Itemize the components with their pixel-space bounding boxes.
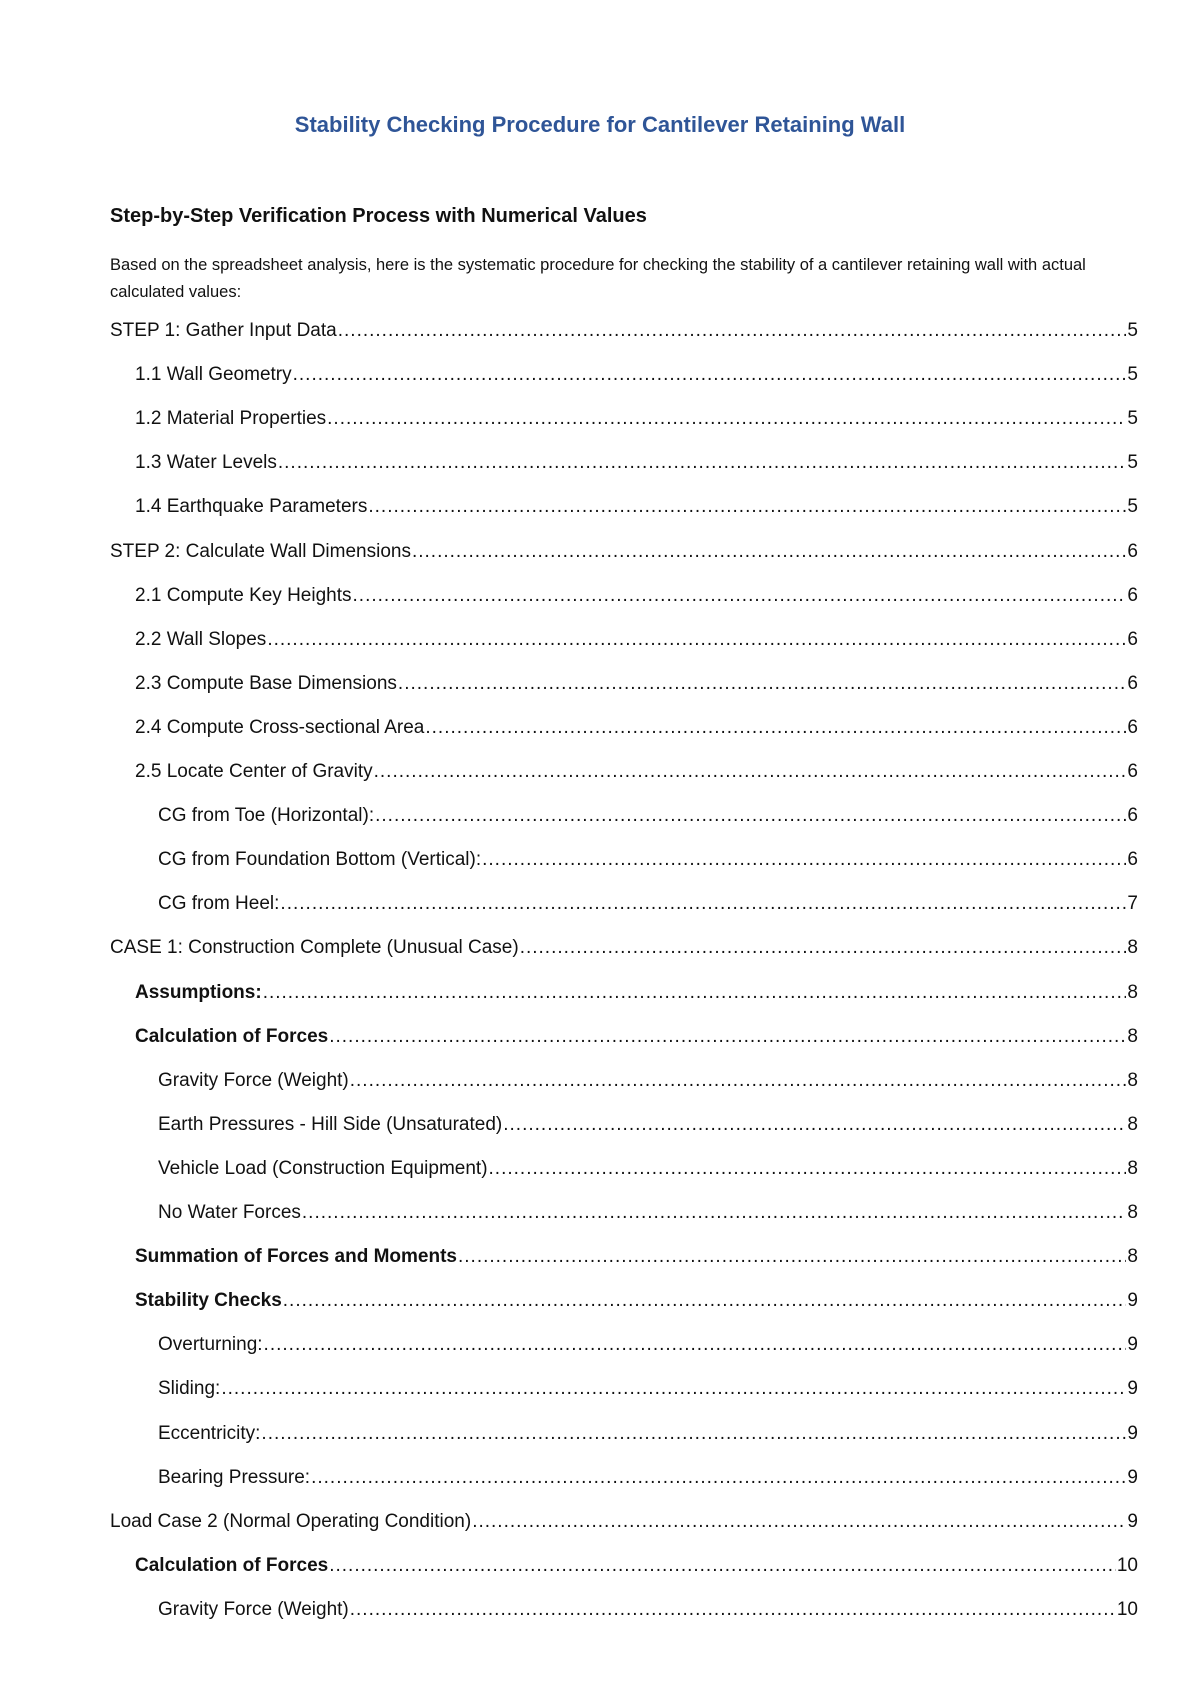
- toc-entry-label: 1.3 Water Levels: [135, 452, 277, 473]
- toc-entry[interactable]: [158, 1378, 1138, 1408]
- toc-entry[interactable]: [158, 1202, 1138, 1232]
- toc-entry-label: CG from Foundation Bottom (Vertical):: [158, 849, 482, 870]
- toc-dot-leader: [398, 673, 1127, 695]
- toc-entry-page-number: 6: [1127, 717, 1138, 738]
- toc-entry-label: Stability Checks: [135, 1290, 282, 1311]
- toc-entry-label: CG from Toe (Horizontal):: [158, 805, 375, 826]
- section-heading: Step-by-Step Verification Process with Numerical Values: [110, 205, 647, 227]
- toc-entry-page-number: 9: [1127, 1290, 1138, 1311]
- toc-entry-label: CASE 1: Construction Complete (Unusual Case): [110, 937, 519, 958]
- toc-dot-leader: [350, 1599, 1116, 1621]
- toc-entry[interactable]: [135, 452, 1138, 482]
- toc-dot-leader: [311, 1467, 1126, 1489]
- toc-entry-label: 1.2 Material Properties: [135, 408, 327, 429]
- toc-entry[interactable]: [135, 496, 1138, 526]
- intro-paragraph: Based on the spreadsheet analysis, here is the systematic procedure for checking the stability of a cantilever retaining wall with actual calculated values:: [110, 256, 1086, 301]
- toc-entry-page-number: 6: [1127, 805, 1138, 826]
- toc-entry[interactable]: [135, 673, 1138, 703]
- toc-dot-leader: [472, 1511, 1126, 1533]
- toc-entry-label: Calculation of Forces: [135, 1026, 329, 1047]
- toc-entry-page-number: 9: [1127, 1423, 1138, 1444]
- toc-dot-leader: [489, 1158, 1127, 1180]
- toc-entry-label: Gravity Force (Weight): [158, 1070, 349, 1091]
- toc-entry-label: Eccentricity:: [158, 1423, 261, 1444]
- toc-dot-leader: [482, 849, 1126, 871]
- toc-dot-leader: [264, 1334, 1127, 1356]
- toc-entry-label: STEP 2: Calculate Wall Dimensions: [110, 541, 411, 562]
- toc-entry-label: 1.4 Earthquake Parameters: [135, 496, 368, 517]
- toc-dot-leader: [350, 1070, 1127, 1092]
- toc-dot-leader: [425, 717, 1126, 739]
- toc-dot-leader: [293, 364, 1127, 386]
- toc-entry[interactable]: [158, 1114, 1138, 1144]
- toc-entry-label: Gravity Force (Weight): [158, 1599, 349, 1620]
- toc-dot-leader: [353, 585, 1127, 607]
- toc-entry-label: No Water Forces: [158, 1202, 301, 1223]
- toc-entry[interactable]: [110, 541, 1138, 571]
- toc-entry-page-number: 7: [1127, 893, 1138, 914]
- document-title: Stability Checking Procedure for Cantilever Retaining Wall: [294, 112, 906, 137]
- toc-dot-leader: [458, 1246, 1126, 1268]
- toc-entry-page-number: 6: [1127, 629, 1138, 650]
- toc-dot-leader: [261, 1423, 1126, 1445]
- toc-entry-page-number: 10: [1116, 1555, 1138, 1576]
- toc-dot-leader: [375, 805, 1126, 827]
- toc-entry-page-number: 10: [1116, 1599, 1138, 1620]
- toc-entry-page-number: 6: [1127, 849, 1138, 870]
- toc-entry[interactable]: [158, 1467, 1138, 1497]
- toc-entry[interactable]: [135, 408, 1138, 438]
- toc-entry[interactable]: [110, 320, 1138, 350]
- toc-entry[interactable]: [158, 1334, 1138, 1364]
- toc-entry-label: 2.2 Wall Slopes: [135, 629, 267, 650]
- toc-dot-leader: [374, 761, 1127, 783]
- toc-dot-leader: [283, 1290, 1127, 1312]
- toc-entry-page-number: 8: [1127, 1202, 1138, 1223]
- toc-dot-leader: [329, 1026, 1126, 1048]
- toc-dot-leader: [338, 320, 1127, 342]
- toc-entry-label: Sliding:: [158, 1378, 221, 1399]
- toc-dot-leader: [329, 1555, 1116, 1577]
- toc-entry-label: Load Case 2 (Normal Operating Condition): [110, 1511, 472, 1532]
- toc-entry-page-number: 5: [1127, 320, 1138, 341]
- toc-entry-label: Calculation of Forces: [135, 1555, 329, 1576]
- toc-entry[interactable]: [135, 982, 1138, 1012]
- toc-entry[interactable]: [135, 717, 1138, 747]
- toc-dot-leader: [221, 1378, 1126, 1400]
- toc-entry-label: Assumptions:: [135, 982, 262, 1003]
- toc-entry[interactable]: [158, 893, 1138, 923]
- toc-entry[interactable]: [135, 1555, 1138, 1585]
- toc-entry[interactable]: [110, 1511, 1138, 1541]
- toc-entry[interactable]: [135, 585, 1138, 615]
- toc-entry-page-number: 6: [1127, 761, 1138, 782]
- toc-dot-leader: [280, 893, 1126, 915]
- toc-dot-leader: [368, 496, 1126, 518]
- toc-entry-page-number: 5: [1127, 452, 1138, 473]
- toc-entry-page-number: 8: [1127, 1246, 1138, 1267]
- toc-entry-page-number: 5: [1127, 496, 1138, 517]
- toc-entry[interactable]: [158, 805, 1138, 835]
- toc-entry-page-number: 8: [1127, 1070, 1138, 1091]
- toc-dot-leader: [278, 452, 1127, 474]
- toc-entry-label: Overturning:: [158, 1334, 263, 1355]
- toc-entry-label: Earth Pressures - Hill Side (Unsaturated): [158, 1114, 503, 1135]
- toc-entry[interactable]: [135, 1026, 1138, 1056]
- toc-entry[interactable]: [135, 1246, 1138, 1276]
- toc-entry-page-number: 8: [1127, 1026, 1138, 1047]
- toc-entry-label: STEP 1: Gather Input Data: [110, 320, 337, 341]
- toc-entry-label: 1.1 Wall Geometry: [135, 364, 292, 385]
- toc-entry-page-number: 8: [1127, 1158, 1138, 1179]
- toc-entry-page-number: 8: [1127, 982, 1138, 1003]
- toc-entry[interactable]: [158, 1070, 1138, 1100]
- toc-entry-page-number: 8: [1127, 1114, 1138, 1135]
- toc-entry-label: 2.5 Locate Center of Gravity: [135, 761, 373, 782]
- toc-entry-page-number: 9: [1127, 1511, 1138, 1532]
- toc-entry-page-number: 9: [1127, 1334, 1138, 1355]
- toc-entry-label: Summation of Forces and Moments: [135, 1246, 457, 1267]
- toc-entry-page-number: 5: [1127, 408, 1138, 429]
- toc-entry-page-number: 8: [1127, 937, 1138, 958]
- toc-entry[interactable]: [158, 1599, 1138, 1629]
- toc-entry[interactable]: [135, 364, 1138, 394]
- toc-entry-page-number: 6: [1127, 585, 1138, 606]
- toc-dot-leader: [520, 937, 1127, 959]
- toc-dot-leader: [302, 1202, 1127, 1224]
- toc-dot-leader: [267, 629, 1126, 651]
- toc-dot-leader: [263, 982, 1127, 1004]
- toc-entry-label: 2.3 Compute Base Dimensions: [135, 673, 397, 694]
- toc-entry[interactable]: [110, 937, 1138, 967]
- toc-entry[interactable]: [135, 761, 1138, 791]
- toc-entry-page-number: 6: [1127, 673, 1138, 694]
- toc-entry[interactable]: [135, 1290, 1138, 1320]
- toc-entry-label: 2.4 Compute Cross-sectional Area: [135, 717, 425, 738]
- toc-entry-page-number: 5: [1127, 364, 1138, 385]
- toc-entry-page-number: 9: [1127, 1378, 1138, 1399]
- toc-dot-leader: [327, 408, 1126, 430]
- toc-entry-label: Bearing Pressure:: [158, 1467, 311, 1488]
- toc-dot-leader: [412, 541, 1126, 563]
- toc-entry-label: 2.1 Compute Key Heights: [135, 585, 352, 606]
- toc-entry[interactable]: [135, 629, 1138, 659]
- toc-entry-page-number: 9: [1127, 1467, 1138, 1488]
- toc-entry-label: Vehicle Load (Construction Equipment): [158, 1158, 488, 1179]
- toc-entry-label: CG from Heel:: [158, 893, 280, 914]
- toc-dot-leader: [503, 1114, 1126, 1136]
- toc-entry[interactable]: [158, 1158, 1138, 1188]
- toc-entry[interactable]: [158, 1423, 1138, 1453]
- toc-entry[interactable]: [158, 849, 1138, 879]
- toc-entry-page-number: 6: [1127, 541, 1138, 562]
